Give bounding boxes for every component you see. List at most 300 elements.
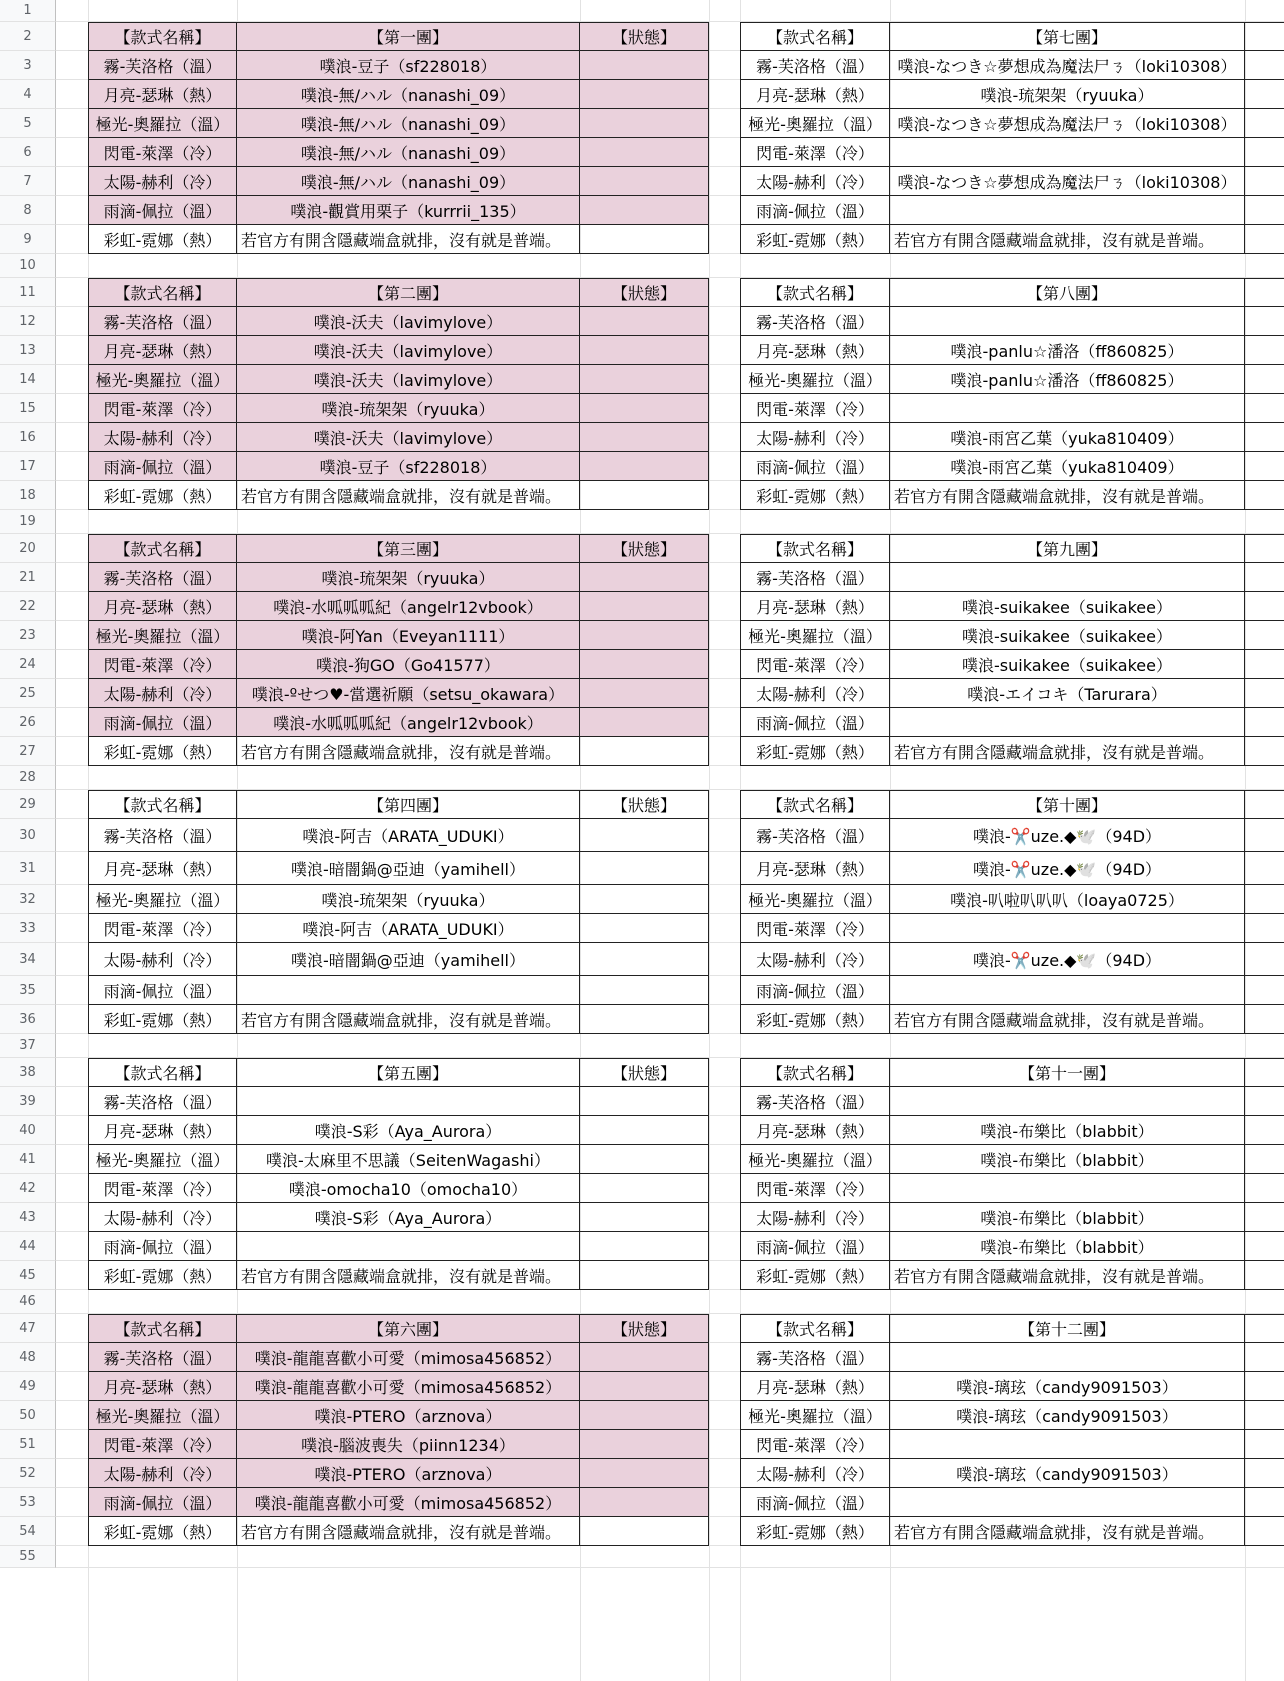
row-header[interactable]: 9 [0,225,56,254]
status-cell[interactable] [580,196,709,225]
row-header[interactable]: 43 [0,1203,56,1232]
participant-cell[interactable]: 噗浪-suikakee（suikakee） [890,592,1245,621]
participant-cell[interactable]: 噗浪-璃玹（candy9091503） [890,1401,1245,1430]
status-cell[interactable] [580,423,709,452]
participant-cell[interactable] [890,914,1245,943]
status-cell[interactable] [580,819,709,852]
row-header[interactable]: 6 [0,138,56,167]
status-cell[interactable] [1245,621,1284,650]
style-name-cell[interactable]: 彩虹-霓娜（熱） [88,1005,237,1034]
status-cell[interactable] [580,885,709,914]
style-name-cell[interactable]: 彩虹-霓娜（熱） [740,225,890,254]
status-cell[interactable] [580,1343,709,1372]
status-cell[interactable] [580,679,709,708]
status-cell[interactable] [1245,138,1284,167]
status-cell[interactable] [1245,1058,1284,1087]
status-cell[interactable] [1245,1174,1284,1203]
status-cell[interactable] [580,1372,709,1401]
status-cell[interactable] [580,1203,709,1232]
status-cell[interactable] [1245,1401,1284,1430]
status-cell[interactable] [1245,563,1284,592]
row-header[interactable]: 15 [0,394,56,423]
participant-cell[interactable]: 噗浪-璃玹（candy9091503） [890,1459,1245,1488]
group-title[interactable]: 【第六團】 [237,1314,580,1343]
participant-cell[interactable]: 噗浪-沃夫（lavimylove） [237,423,580,452]
status-cell[interactable] [580,51,709,80]
status-cell[interactable] [1245,1314,1284,1343]
style-column-header[interactable]: 【款式名稱】 [88,278,237,307]
participant-cell[interactable]: 噗浪-無/ハル（nanashi_09） [237,80,580,109]
participant-cell[interactable]: 噗浪-無/ハル（nanashi_09） [237,138,580,167]
style-name-cell[interactable]: 彩虹-霓娜（熱） [740,737,890,766]
group-title[interactable]: 【第八團】 [890,278,1245,307]
status-cell[interactable] [580,1145,709,1174]
style-name-cell[interactable]: 月亮-瑟琳（熱） [740,80,890,109]
style-name-cell[interactable]: 彩虹-霓娜（熱） [740,481,890,510]
style-name-cell[interactable]: 雨滴-佩拉（溫） [740,196,890,225]
row-header[interactable]: 36 [0,1005,56,1034]
row-header[interactable]: 51 [0,1430,56,1459]
participant-cell[interactable]: 噗浪-豆子（sf228018） [237,51,580,80]
row-header[interactable]: 23 [0,621,56,650]
status-cell[interactable] [1245,976,1284,1005]
participant-cell[interactable]: 噗浪-✂️uze.◆🕊️（94D） [890,819,1245,852]
status-column-header[interactable]: 【狀態】 [580,278,709,307]
status-cell[interactable] [1245,1261,1284,1290]
style-column-header[interactable]: 【款式名稱】 [740,22,890,51]
status-cell[interactable] [1245,1517,1284,1546]
status-cell[interactable] [1245,365,1284,394]
participant-cell[interactable]: 噗浪-阿吉（ARATA_UDUKI） [237,914,580,943]
style-name-cell[interactable]: 雨滴-佩拉（溫） [88,1232,237,1261]
status-cell[interactable] [1245,1203,1284,1232]
participant-cell[interactable]: 噗浪-琉架架（ryuuka） [237,394,580,423]
participant-cell[interactable]: 噗浪-panlu☆潘洛（ff860825） [890,365,1245,394]
style-name-cell[interactable]: 雨滴-佩拉（溫） [88,976,237,1005]
row-header[interactable]: 37 [0,1034,56,1058]
style-name-cell[interactable]: 彩虹-霓娜（熱） [88,481,237,510]
style-name-cell[interactable]: 極光-奧羅拉（溫） [740,621,890,650]
group-title[interactable]: 【第五團】 [237,1058,580,1087]
status-cell[interactable] [1245,1232,1284,1261]
style-name-cell[interactable]: 閃電-萊澤（冷） [740,1430,890,1459]
participant-cell[interactable] [890,307,1245,336]
status-cell[interactable] [1245,452,1284,481]
status-cell[interactable] [580,1488,709,1517]
participant-cell[interactable]: 噗浪-雨宮乙葉（yuka810409） [890,423,1245,452]
style-name-cell[interactable]: 閃電-萊澤（冷） [88,1430,237,1459]
style-name-cell[interactable]: 閃電-萊澤（冷） [740,914,890,943]
status-cell[interactable] [580,1261,709,1290]
participant-cell[interactable]: 噗浪-璃玹（candy9091503） [890,1372,1245,1401]
status-cell[interactable] [580,452,709,481]
style-column-header[interactable]: 【款式名稱】 [740,534,890,563]
participant-cell[interactable]: 噗浪-龍龍喜歡小可愛（mimosa456852） [237,1488,580,1517]
status-cell[interactable] [1245,225,1284,254]
participant-cell[interactable]: 噗浪-PTERO（arznova） [237,1401,580,1430]
row-header[interactable]: 32 [0,885,56,914]
group-title[interactable]: 【第九團】 [890,534,1245,563]
status-cell[interactable] [1245,196,1284,225]
row-header[interactable]: 1 [0,0,56,22]
style-name-cell[interactable]: 雨滴-佩拉（溫） [740,1232,890,1261]
style-name-cell[interactable]: 閃電-萊澤（冷） [88,1174,237,1203]
note-cell[interactable]: 若官方有開含隱藏端盒就排，沒有就是普端。 [890,481,1245,510]
participant-cell[interactable]: 噗浪-✂️uze.◆🕊️（94D） [890,852,1245,885]
row-header[interactable]: 3 [0,51,56,80]
style-name-cell[interactable]: 彩虹-霓娜（熱） [88,1261,237,1290]
style-name-cell[interactable]: 霧-芙洛格（溫） [740,1343,890,1372]
style-name-cell[interactable]: 月亮-瑟琳（熱） [740,592,890,621]
note-cell[interactable]: 若官方有開含隱藏端盒就排，沒有就是普端。 [237,1005,580,1034]
status-column-header[interactable]: 【狀態】 [580,790,709,819]
row-header[interactable]: 21 [0,563,56,592]
row-header[interactable]: 38 [0,1058,56,1087]
style-column-header[interactable]: 【款式名稱】 [740,790,890,819]
status-cell[interactable] [580,225,709,254]
row-header[interactable]: 50 [0,1401,56,1430]
participant-cell[interactable] [890,196,1245,225]
participant-cell[interactable]: 噗浪-沃夫（lavimylove） [237,336,580,365]
row-header[interactable]: 7 [0,167,56,196]
style-name-cell[interactable]: 霧-芙洛格（溫） [88,1343,237,1372]
participant-cell[interactable]: 噗浪-PTERO（arznova） [237,1459,580,1488]
style-name-cell[interactable]: 閃電-萊澤（冷） [740,650,890,679]
group-title[interactable]: 【第四團】 [237,790,580,819]
style-name-cell[interactable]: 霧-芙洛格（溫） [740,819,890,852]
row-header[interactable]: 53 [0,1488,56,1517]
style-column-header[interactable]: 【款式名稱】 [88,1058,237,1087]
style-name-cell[interactable]: 閃電-萊澤（冷） [88,394,237,423]
status-cell[interactable] [580,650,709,679]
style-name-cell[interactable]: 太陽-赫利（冷） [740,679,890,708]
style-name-cell[interactable]: 太陽-赫利（冷） [88,167,237,196]
participant-cell[interactable]: 噗浪-suikakee（suikakee） [890,650,1245,679]
style-name-cell[interactable]: 太陽-赫利（冷） [740,943,890,976]
status-cell[interactable] [580,1232,709,1261]
status-cell[interactable] [1245,943,1284,976]
status-cell[interactable] [580,1174,709,1203]
participant-cell[interactable]: 噗浪-水呱呱呱紀（angelr12vbook） [237,592,580,621]
row-header[interactable]: 54 [0,1517,56,1546]
status-column-header[interactable]: 【狀態】 [580,1314,709,1343]
participant-cell[interactable]: 噗浪-觀賞用栗子（kurrrii_135） [237,196,580,225]
style-name-cell[interactable]: 太陽-赫利（冷） [88,679,237,708]
status-cell[interactable] [580,307,709,336]
group-title[interactable]: 【第十二團】 [890,1314,1245,1343]
participant-cell[interactable]: 噗浪-布樂比（blabbit） [890,1232,1245,1261]
row-header[interactable]: 35 [0,976,56,1005]
row-header[interactable]: 29 [0,790,56,819]
status-cell[interactable] [1245,819,1284,852]
status-column-header[interactable]: 【狀態】 [580,22,709,51]
note-cell[interactable]: 若官方有開含隱藏端盒就排，沒有就是普端。 [890,1517,1245,1546]
row-header[interactable]: 22 [0,592,56,621]
note-cell[interactable]: 若官方有開含隱藏端盒就排，沒有就是普端。 [237,1261,580,1290]
style-column-header[interactable]: 【款式名稱】 [88,22,237,51]
status-cell[interactable] [580,943,709,976]
participant-cell[interactable]: 噗浪-狗GO（Go41577） [237,650,580,679]
participant-cell[interactable]: 噗浪-阿Yan（Eveyan1111） [237,621,580,650]
style-name-cell[interactable]: 極光-奧羅拉（溫） [88,621,237,650]
style-name-cell[interactable]: 閃電-萊澤（冷） [740,394,890,423]
status-cell[interactable] [580,1459,709,1488]
style-name-cell[interactable]: 月亮-瑟琳（熱） [88,592,237,621]
status-cell[interactable] [1245,481,1284,510]
style-name-cell[interactable]: 雨滴-佩拉（溫） [88,196,237,225]
participant-cell[interactable]: 噗浪-布樂比（blabbit） [890,1203,1245,1232]
status-cell[interactable] [580,737,709,766]
status-cell[interactable] [580,1116,709,1145]
status-cell[interactable] [1245,1145,1284,1174]
group-title[interactable]: 【第七團】 [890,22,1245,51]
status-cell[interactable] [1245,885,1284,914]
row-header[interactable]: 18 [0,481,56,510]
style-name-cell[interactable]: 月亮-瑟琳（熱） [740,336,890,365]
style-name-cell[interactable]: 極光-奧羅拉（溫） [740,1401,890,1430]
status-cell[interactable] [580,592,709,621]
row-header[interactable]: 12 [0,307,56,336]
participant-cell[interactable] [890,1488,1245,1517]
status-cell[interactable] [580,563,709,592]
participant-cell[interactable]: 噗浪-なつき☆夢想成為魔法尸ㄋ（loki10308） [890,109,1245,138]
participant-cell[interactable]: 噗浪-太麻里不思議（SeitenWagashi） [237,1145,580,1174]
participant-cell[interactable] [890,1430,1245,1459]
participant-cell[interactable]: 噗浪-雨宮乙葉（yuka810409） [890,452,1245,481]
style-column-header[interactable]: 【款式名稱】 [88,534,237,563]
style-column-header[interactable]: 【款式名稱】 [88,1314,237,1343]
row-header[interactable]: 20 [0,534,56,563]
row-header[interactable]: 27 [0,737,56,766]
status-cell[interactable] [1245,278,1284,307]
status-cell[interactable] [580,1005,709,1034]
style-name-cell[interactable]: 彩虹-霓娜（熱） [88,1517,237,1546]
style-name-cell[interactable]: 太陽-赫利（冷） [88,1459,237,1488]
status-cell[interactable] [580,109,709,138]
status-cell[interactable] [1245,394,1284,423]
participant-cell[interactable]: 噗浪-水呱呱呱紀（angelr12vbook） [237,708,580,737]
participant-cell[interactable] [237,1232,580,1261]
status-cell[interactable] [1245,1430,1284,1459]
style-name-cell[interactable]: 雨滴-佩拉（溫） [740,708,890,737]
participant-cell[interactable] [890,976,1245,1005]
style-name-cell[interactable]: 極光-奧羅拉（溫） [88,109,237,138]
participant-cell[interactable]: 噗浪-panlu☆潘洛（ff860825） [890,336,1245,365]
participant-cell[interactable]: 噗浪-腦波喪失（piinn1234） [237,1430,580,1459]
status-cell[interactable] [1245,650,1284,679]
style-name-cell[interactable]: 霧-芙洛格（溫） [740,51,890,80]
participant-cell[interactable] [237,976,580,1005]
status-cell[interactable] [1245,790,1284,819]
row-header[interactable]: 4 [0,80,56,109]
style-column-header[interactable]: 【款式名稱】 [740,1058,890,1087]
style-name-cell[interactable]: 霧-芙洛格（溫） [88,563,237,592]
status-column-header[interactable]: 【狀態】 [580,534,709,563]
row-header[interactable]: 45 [0,1261,56,1290]
participant-cell[interactable]: 噗浪-omocha10（omocha10） [237,1174,580,1203]
status-cell[interactable] [580,481,709,510]
style-name-cell[interactable]: 極光-奧羅拉（溫） [88,365,237,394]
participant-cell[interactable]: 噗浪-暗闇鍋@亞迪（yamihell） [237,852,580,885]
status-cell[interactable] [580,852,709,885]
note-cell[interactable]: 若官方有開含隱藏端盒就排，沒有就是普端。 [890,225,1245,254]
note-cell[interactable]: 若官方有開含隱藏端盒就排，沒有就是普端。 [890,737,1245,766]
row-header[interactable]: 10 [0,254,56,278]
status-cell[interactable] [1245,80,1284,109]
row-header[interactable]: 33 [0,914,56,943]
participant-cell[interactable]: 噗浪-琉架架（ryuuka） [237,885,580,914]
style-name-cell[interactable]: 太陽-赫利（冷） [740,167,890,196]
style-name-cell[interactable]: 雨滴-佩拉（溫） [740,452,890,481]
row-header[interactable]: 28 [0,766,56,790]
participant-cell[interactable]: 噗浪-龍龍喜歡小可愛（mimosa456852） [237,1343,580,1372]
status-cell[interactable] [1245,737,1284,766]
row-header[interactable]: 34 [0,943,56,976]
group-title[interactable]: 【第一團】 [237,22,580,51]
status-cell[interactable] [580,1517,709,1546]
style-name-cell[interactable]: 霧-芙洛格（溫） [740,563,890,592]
row-header[interactable]: 47 [0,1314,56,1343]
participant-cell[interactable]: 噗浪-無/ハル（nanashi_09） [237,167,580,196]
style-column-header[interactable]: 【款式名稱】 [740,1314,890,1343]
status-cell[interactable] [1245,592,1284,621]
participant-cell[interactable] [237,1087,580,1116]
participant-cell[interactable]: 噗浪-布樂比（blabbit） [890,1116,1245,1145]
row-header[interactable]: 5 [0,109,56,138]
participant-cell[interactable]: 噗浪-S彩（Aya_Aurora） [237,1203,580,1232]
style-name-cell[interactable]: 極光-奧羅拉（溫） [88,1145,237,1174]
group-title[interactable]: 【第三團】 [237,534,580,563]
participant-cell[interactable]: 噗浪-龍龍喜歡小可愛（mimosa456852） [237,1372,580,1401]
style-name-cell[interactable]: 極光-奧羅拉（溫） [740,885,890,914]
style-name-cell[interactable]: 極光-奧羅拉（溫） [88,885,237,914]
participant-cell[interactable]: 噗浪-琉架架（ryuuka） [890,80,1245,109]
status-cell[interactable] [580,365,709,394]
status-cell[interactable] [580,167,709,196]
style-name-cell[interactable]: 閃電-萊澤（冷） [88,138,237,167]
style-name-cell[interactable]: 雨滴-佩拉（溫） [88,1488,237,1517]
style-name-cell[interactable]: 月亮-瑟琳（熱） [88,852,237,885]
status-cell[interactable] [580,80,709,109]
style-name-cell[interactable]: 彩虹-霓娜（熱） [740,1517,890,1546]
style-name-cell[interactable]: 極光-奧羅拉（溫） [740,365,890,394]
style-column-header[interactable]: 【款式名稱】 [88,790,237,819]
group-title[interactable]: 【第十一團】 [890,1058,1245,1087]
participant-cell[interactable]: 噗浪-✂️uze.◆🕊️（94D） [890,943,1245,976]
status-column-header[interactable]: 【狀態】 [580,1058,709,1087]
style-name-cell[interactable]: 月亮-瑟琳（熱） [88,336,237,365]
status-cell[interactable] [1245,679,1284,708]
style-name-cell[interactable]: 霧-芙洛格（溫） [88,307,237,336]
row-header[interactable]: 48 [0,1343,56,1372]
style-name-cell[interactable]: 月亮-瑟琳（熱） [740,1372,890,1401]
style-name-cell[interactable]: 霧-芙洛格（溫） [740,307,890,336]
style-name-cell[interactable]: 霧-芙洛格（溫） [88,819,237,852]
status-cell[interactable] [1245,307,1284,336]
style-name-cell[interactable]: 太陽-赫利（冷） [740,423,890,452]
participant-cell[interactable]: 噗浪-暗闇鍋@亞迪（yamihell） [237,943,580,976]
participant-cell[interactable]: 噗浪-琉架架（ryuuka） [237,563,580,592]
note-cell[interactable]: 若官方有開含隱藏端盒就排，沒有就是普端。 [890,1005,1245,1034]
status-cell[interactable] [1245,914,1284,943]
status-cell[interactable] [580,621,709,650]
style-name-cell[interactable]: 太陽-赫利（冷） [740,1203,890,1232]
status-cell[interactable] [1245,852,1284,885]
row-header[interactable]: 19 [0,510,56,534]
participant-cell[interactable] [890,1174,1245,1203]
row-header[interactable]: 41 [0,1145,56,1174]
style-name-cell[interactable]: 閃電-萊澤（冷） [88,914,237,943]
style-name-cell[interactable]: 極光-奧羅拉（溫） [740,1145,890,1174]
status-cell[interactable] [1245,167,1284,196]
row-header[interactable]: 44 [0,1232,56,1261]
style-name-cell[interactable]: 太陽-赫利（冷） [88,943,237,976]
status-cell[interactable] [1245,1087,1284,1116]
style-name-cell[interactable]: 月亮-瑟琳（熱） [740,852,890,885]
status-cell[interactable] [580,336,709,365]
row-header[interactable]: 2 [0,22,56,51]
style-name-cell[interactable]: 彩虹-霓娜（熱） [88,737,237,766]
style-name-cell[interactable]: 太陽-赫利（冷） [88,423,237,452]
status-cell[interactable] [580,138,709,167]
row-header[interactable]: 46 [0,1290,56,1314]
style-name-cell[interactable]: 閃電-萊澤（冷） [88,650,237,679]
status-cell[interactable] [1245,708,1284,737]
status-cell[interactable] [580,1430,709,1459]
style-name-cell[interactable]: 彩虹-霓娜（熱） [740,1005,890,1034]
status-cell[interactable] [1245,423,1284,452]
row-header[interactable]: 25 [0,679,56,708]
style-name-cell[interactable]: 雨滴-佩拉（溫） [88,708,237,737]
style-name-cell[interactable]: 彩虹-霓娜（熱） [88,225,237,254]
row-header[interactable]: 40 [0,1116,56,1145]
participant-cell[interactable]: 噗浪-S彩（Aya_Aurora） [237,1116,580,1145]
row-header[interactable]: 49 [0,1372,56,1401]
status-cell[interactable] [1245,1005,1284,1034]
style-column-header[interactable]: 【款式名稱】 [740,278,890,307]
style-name-cell[interactable]: 閃電-萊澤（冷） [740,1174,890,1203]
participant-cell[interactable]: 噗浪-阿吉（ARATA_UDUKI） [237,819,580,852]
participant-cell[interactable] [890,138,1245,167]
participant-cell[interactable] [890,1087,1245,1116]
style-name-cell[interactable]: 彩虹-霓娜（熱） [740,1261,890,1290]
participant-cell[interactable] [890,708,1245,737]
style-name-cell[interactable]: 太陽-赫利（冷） [740,1459,890,1488]
participant-cell[interactable]: 噗浪-なつき☆夢想成為魔法尸ㄋ（loki10308） [890,167,1245,196]
row-header[interactable]: 39 [0,1087,56,1116]
row-header[interactable]: 13 [0,336,56,365]
participant-cell[interactable]: 噗浪-suikakee（suikakee） [890,621,1245,650]
row-header[interactable]: 24 [0,650,56,679]
style-name-cell[interactable]: 雨滴-佩拉（溫） [88,452,237,481]
status-cell[interactable] [1245,1343,1284,1372]
note-cell[interactable]: 若官方有開含隱藏端盒就排，沒有就是普端。 [237,225,580,254]
style-name-cell[interactable]: 月亮-瑟琳（熱） [88,80,237,109]
row-header[interactable]: 8 [0,196,56,225]
row-header[interactable]: 11 [0,278,56,307]
status-cell[interactable] [580,394,709,423]
status-cell[interactable] [1245,22,1284,51]
status-cell[interactable] [1245,109,1284,138]
participant-cell[interactable] [890,1343,1245,1372]
note-cell[interactable]: 若官方有開含隱藏端盒就排，沒有就是普端。 [237,481,580,510]
participant-cell[interactable]: 噗浪-豆子（sf228018） [237,452,580,481]
style-name-cell[interactable]: 霧-芙洛格（溫） [740,1087,890,1116]
row-header[interactable]: 16 [0,423,56,452]
participant-cell[interactable]: 噗浪-エイコキ（Tarurara） [890,679,1245,708]
status-cell[interactable] [1245,51,1284,80]
status-cell[interactable] [580,1087,709,1116]
